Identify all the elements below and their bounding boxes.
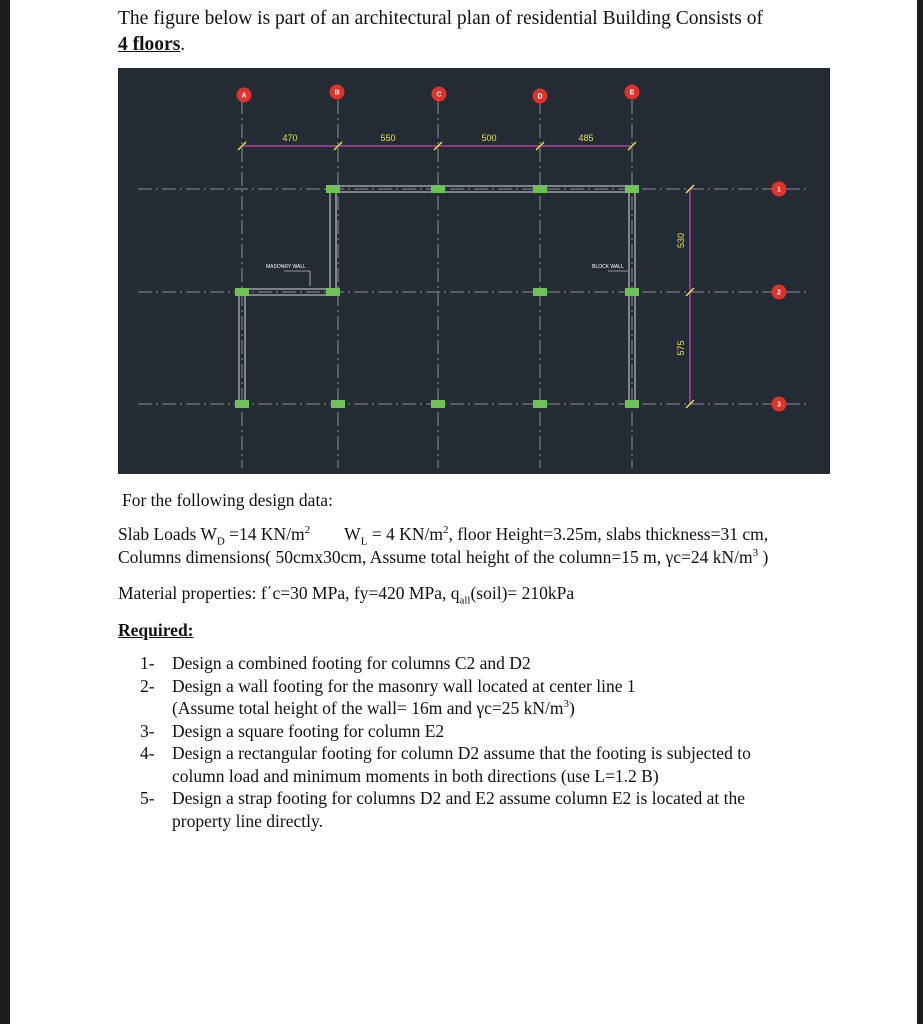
column [431,400,445,408]
list-item: 4- Design a rectangular footing for column D2 assume that the footing is subjected to column load and minimum moments in both directions (use L=1.2 B) [140,743,751,786]
dimension-label: 550 [380,133,396,143]
grid-bubble-label: A [241,92,247,100]
column [533,288,547,296]
grid-bubble-label: 3 [777,401,781,409]
required-heading: Required: [118,620,194,640]
slab-loads-line: Slab Loads $W_D =14$ $KN/m^2$ $W_L = 4$ $KN/m^2$, floor Height=3.25m, slabs thickness=31 cm, [118,524,769,548]
column [431,185,445,193]
title-floors: 4 floors [118,34,181,55]
column [625,288,639,296]
list-item: 5- Design a strap footing for columns D2 and E2 assume column E2 is located at the property line directly. [140,788,745,831]
column [331,400,345,408]
list-item: 1- Design a combined footing for columns C2 and D2 [140,653,531,673]
column [235,400,249,408]
design-data-heading: For the following design data: [122,490,333,510]
material-properties-line: Material properties: f΄c=30 MPa, fy=420 MPa, $q_{all}(soil)= 210kPa$ [118,583,575,607]
title-line-1: The figure below is part of an architectural plan of residential Building Consists of [118,8,763,29]
dimension-label: 500 [481,133,497,143]
grid-bubble-label: 1 [777,186,781,194]
dimension-label: 470 [282,133,298,143]
block-wall-label: BLOCK WALL [592,264,624,270]
required-list [140,652,820,832]
grid-bubble-label: E [629,89,635,97]
grid-bubble-label: D [537,93,543,101]
list-item: 2- Design a wall footing for the masonry wall located at center line 1 (Assume total height of the wall= 16m and γc=25 $kN/m^3$) [140,675,636,718]
column [533,185,547,193]
masonry-wall-label: MASONRY WALL [266,264,306,270]
plan-drawing [118,68,830,474]
dimension-label: 575 [676,340,686,356]
list-item: 3- Design a square footing for column E2 [140,720,445,741]
column [533,400,547,408]
columns-dimensions-line: Columns dimensions( 50cmx30cm, Assume total height of the column=15 m, γc=24 $kN/m^3$ ) [118,547,769,567]
dimension-label: 530 [676,232,686,249]
column [235,288,249,296]
right-edge-bar [917,0,923,1024]
column [326,185,340,193]
column [625,185,639,193]
grid-bubble-label: B [334,89,340,97]
dimension-label: 485 [578,133,594,143]
column [625,400,639,408]
column [326,288,340,296]
architectural-plan [118,68,830,474]
problem-title: The figure below is part of an architectural plan of residential Building Consists of 4 floors. [118,6,878,58]
left-edge-bar [0,0,10,1024]
grid-bubble-label: 2 [777,289,781,297]
grid-bubble-label: C [436,91,442,99]
